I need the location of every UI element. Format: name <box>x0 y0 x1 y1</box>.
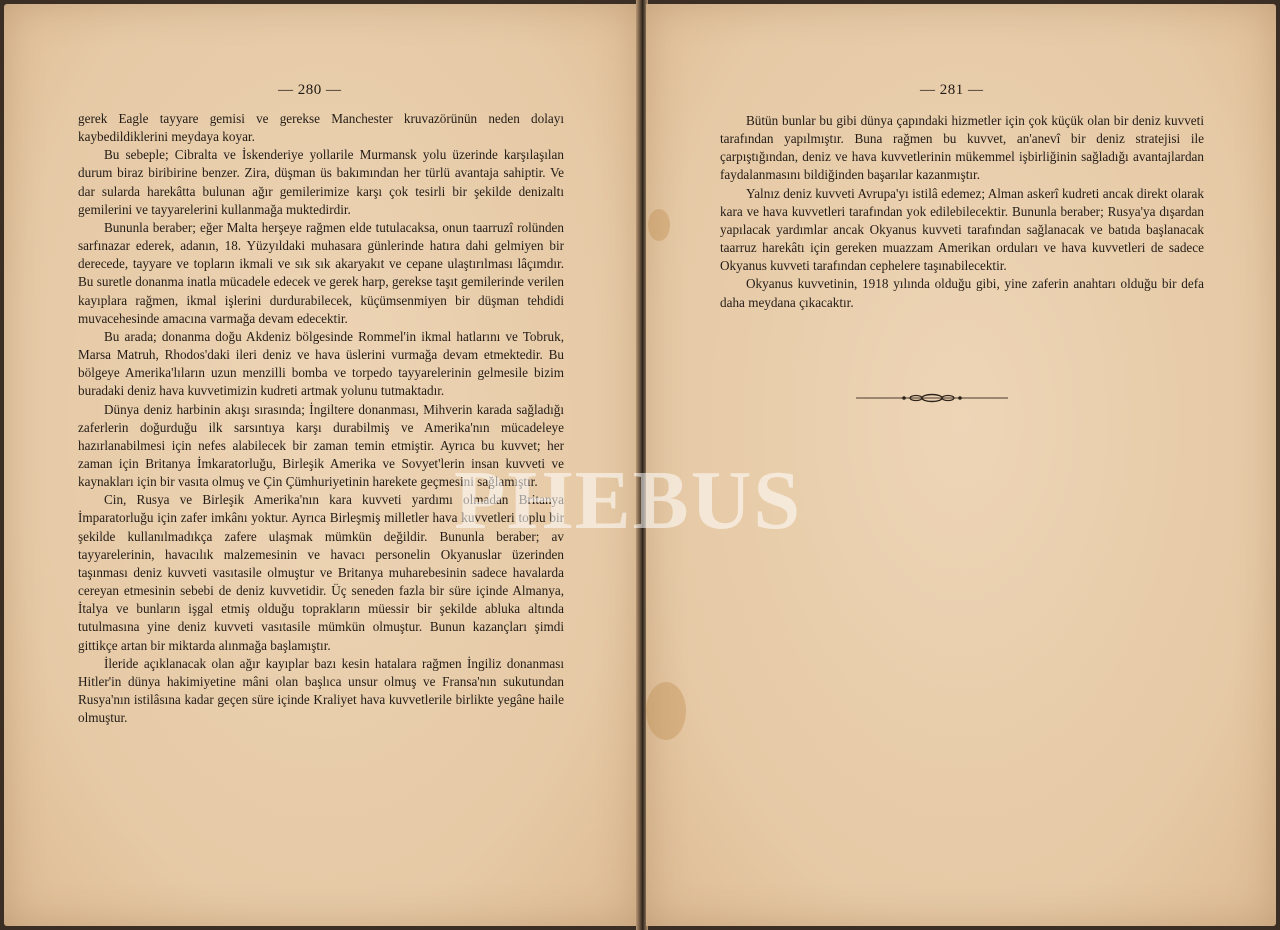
paragraph: İleride açıklanacak olan ağır kayıplar bazı kesin hatalara rağmen İngiliz donanması Hitler'in dünya hakimiyetine mâni olan başlıca unsur olmuş ve Fransa'nın sukutundan Rusya'nın istilâsına kadar geçen süre içinde Kraliyet hava kuvvetlerile birlikte yegâne haile olmuştur. <box>78 655 564 726</box>
paragraph: gerek Eagle tayyare gemisi ve gerekse Manchester kruvazörünün neden dolayı kaybedildiklerini meydaya koyar. <box>78 111 564 145</box>
watermark: PHEBUS <box>454 454 803 547</box>
paragraph: Bütün bunlar bu gibi dünya çapındaki hizmetler için çok küçük olan bir deniz kuvveti tarafından yapılmıştır. Buna rağmen bu kuvvet, an'anevî bir deniz stratejisi ile çarpıştığından, deniz ve hava kuvvetlerinin mükemmel işbirliğinin sağladığı avantajlardan faydalanmasını bildiğinden başarılar kazanmıştır. <box>720 113 1204 183</box>
page-number: — 280 — <box>278 82 342 98</box>
paper-stain <box>648 209 670 241</box>
paragraph: Dünya deniz harbinin akışı sırasında; İngiltere donanması, Mihverin karada sağladığı zaferlerin doğurduğu ilk sarsıntıya karşı durabilmiş ve Amerika'nın mücadeleye hazırlanabilmesi için nefes alabilecek bir zaman temin etmiştir. Ayrıca bu kuvvet; her zaman için Britanya İmkaratorluğu, Birleşik Amerika ve Sovyet'lerin insan kuvveti ve kaynakları için bir vasıta olmuş ve Çin Çümhuriyetinin harekete geçmesini sağlamıştır. <box>78 401 564 490</box>
page-body-text <box>78 110 564 727</box>
paper-stain <box>646 682 686 740</box>
paragraph: Yalnız deniz kuvveti Avrupa'yı istilâ edemez; Alman askerî kudreti ancak direkt olarak kara ve hava kuvvetleri tarafından yok edilebilecektir. Bununla beraber; Rusya'ya dışardan yapılacak yardımlar ancak Okyanus kuvveti tarafından sağlanacak ve batıda başlanacak taarruz harekâtı için gereken muazzam Amerikan orduları ve hava kuvvetleri de sadece Okyanus kuvveti tarafından cephelere taşınabilecektir. <box>720 185 1204 274</box>
ornament-divider-icon <box>856 391 1008 405</box>
page-number: — 281 — <box>920 82 984 98</box>
paragraph: Okyanus kuvvetinin, 1918 yılında olduğu gibi, yine zaferin anahtarı olduğu bir defa daha meydana çıkacaktır. <box>720 276 1204 310</box>
paragraph: Bu arada; donanma doğu Akdeniz bölgesinde Rommel'in ikmal hatlarını ve Tobruk, Marsa Matruh, Rhodos'daki ileri deniz ve hava üslerini vurmağa devam etmektedir. Bu bölgeye Amerika'lıların uzun menzilli bomba ve torpedo tayyarelerinin gelmesile bizim buradaki deniz hava kuvvetimizin kudreti artmak yolunu tutmaktadır. <box>78 328 564 399</box>
paragraph: Bununla beraber; eğer Malta herşeye rağmen elde tutulacaksa, onun taarruzî rolünden sarfınazar ederek, adanın, 18. Yüzyıldaki muhasara günlerinde hatıra dahi gelmiyen bir derecede, tayyare ve topların ikmali ve sık sık akaryakıt ve cepane ulaştırılması lâçımdır. Bu suretle donanma inatla mücadele edecek ve gerek harp, gerekse taşıt gemilerinde verilen kayıplara rağmen, ikmal işlerini durdurabilecek, küçümsenmiyen bir düşman tehdidi muvacehesinde amacına varmağa devam edecektir. <box>78 219 564 326</box>
page-body-text <box>720 112 1204 312</box>
paragraph: Cin, Rusya ve Birleşik Amerika'nın kara kuvveti yardımı olmadan Britanya İmparatorluğu için zafer imkânı yoktur. Ayrıca Birleşmiş milletler hava kuvvetleri toplu bir şekilde kullanılmadıkça zafere ulaşmak mümkün değildir. Bununla beraber; av tayyarelerinin, havacılık malzemesinin ve havacı personelin Okyanuslar üzerinden taşınması deniz kuvveti vasıtasile olmuştur ve Britanya muharebesinin sadece havalarda cereyan etmesinin sebebi de deniz kuvvetidir. Üç seneden fazla bir süre içinde Almanya, İtalya ve bunların işgal etmiş olduğu toprakların müessir bir şekilde abluka altında tutulmasına yine deniz kuvveti vasıtasile mümkün olmuştur. Bunun kazançları şimdi gittikçe artan bir miktarda alınmağa başlamıştır. <box>78 492 564 653</box>
paragraph: Bu sebeple; Cibralta ve İskenderiye yollarile Murmansk yolu üzerinde karşılaşılan durum biraz biribirine benzer. Zira, düşman üs bakımından her türlü avantaja sahiptir. Ve dar sularda harekâtta bulunan ağır gemilerimize karşı çok tesirli bir şekilde denizaltı gemilerini ve tayyarelerini kullanmağa muktedirdir. <box>78 147 564 217</box>
